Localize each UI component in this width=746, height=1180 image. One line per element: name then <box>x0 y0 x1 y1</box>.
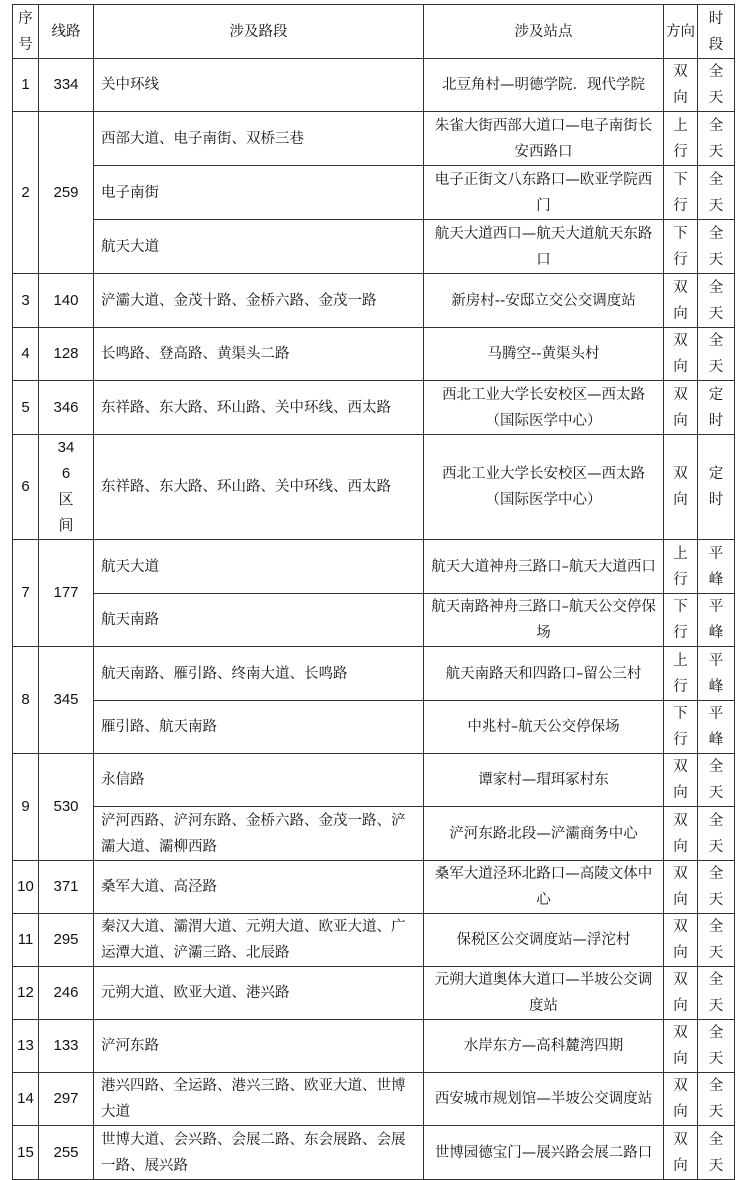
cell-direction: 双向 <box>664 754 698 807</box>
table-row <box>13 381 735 435</box>
cell-time: 全天 <box>698 166 735 220</box>
cell-road: 永信路 <box>94 754 424 807</box>
cell-line: 530 <box>39 754 94 861</box>
cell-seq: 2 <box>13 112 39 274</box>
cell-line: 140 <box>39 274 94 328</box>
header-time: 时段 <box>698 5 735 59</box>
table-row <box>13 701 735 754</box>
cell-direction: 双向 <box>664 1020 698 1073</box>
cell-road: 世博大道、会兴路、会展二路、东会展路、会展一路、展兴路 <box>94 1126 424 1180</box>
table-row <box>13 807 735 861</box>
cell-time: 全天 <box>698 112 735 166</box>
cell-direction: 双向 <box>664 1126 698 1180</box>
cell-seq: 1 <box>13 59 39 112</box>
cell-road: 航天南路 <box>94 594 424 647</box>
cell-time: 全天 <box>698 274 735 328</box>
cell-direction: 双向 <box>664 274 698 328</box>
cell-road: 长鸣路、登高路、黄渠头二路 <box>94 328 424 381</box>
cell-seq: 10 <box>13 861 39 914</box>
table-row <box>13 1126 735 1180</box>
cell-direction: 下行 <box>664 166 698 220</box>
cell-seq: 13 <box>13 1020 39 1073</box>
cell-line: 246 <box>39 967 94 1020</box>
cell-station: 航天大道神舟三路口–航天大道西口 <box>424 540 664 594</box>
table-row <box>13 1020 735 1073</box>
cell-line: 128 <box>39 328 94 381</box>
cell-station: 航天南路神舟三路口–航天公交停保场 <box>424 594 664 647</box>
table-row <box>13 112 735 166</box>
cell-seq: 5 <box>13 381 39 435</box>
cell-time: 全天 <box>698 861 735 914</box>
cell-time: 全天 <box>698 807 735 861</box>
cell-line: 177 <box>39 540 94 647</box>
cell-station: 世博园德宝门—展兴路会展二路口 <box>424 1126 664 1180</box>
cell-seq: 11 <box>13 914 39 967</box>
cell-direction: 上行 <box>664 540 698 594</box>
cell-road: 西部大道、电子南街、双桥三巷 <box>94 112 424 166</box>
table-row <box>13 861 735 914</box>
table-row <box>13 59 735 112</box>
cell-seq: 9 <box>13 754 39 861</box>
cell-road: 秦汉大道、灞渭大道、元朔大道、欧亚大道、广运潭大道、浐灞三路、北辰路 <box>94 914 424 967</box>
cell-line: 371 <box>39 861 94 914</box>
cell-road: 桑军大道、高泾路 <box>94 861 424 914</box>
cell-line: 255 <box>39 1126 94 1180</box>
cell-station: 朱雀大街西部大道口—电子南街长安西路口 <box>424 112 664 166</box>
cell-direction: 双向 <box>664 861 698 914</box>
cell-station: 水岸东方—高科麓湾四期 <box>424 1020 664 1073</box>
cell-station: 桑军大道泾环北路口—高陵文体中心 <box>424 861 664 914</box>
header-station: 涉及站点 <box>424 5 664 59</box>
cell-road: 关中环线 <box>94 59 424 112</box>
header-direction: 方向 <box>664 5 698 59</box>
cell-direction: 双向 <box>664 59 698 112</box>
table-row <box>13 540 735 594</box>
cell-road: 港兴四路、全运路、港兴三路、欧亚大道、世博大道 <box>94 1073 424 1126</box>
table-row <box>13 1073 735 1126</box>
cell-time: 全天 <box>698 914 735 967</box>
cell-station: 电子正街文八东路口—欧亚学院西门 <box>424 166 664 220</box>
header-line: 线路 <box>39 5 94 59</box>
cell-direction: 双向 <box>664 435 698 540</box>
cell-direction: 双向 <box>664 381 698 435</box>
table-row <box>13 220 735 274</box>
cell-station: 保税区公交调度站—浮沱村 <box>424 914 664 967</box>
cell-station: 西北工业大学长安校区—西太路（国际医学中心） <box>424 381 664 435</box>
cell-line: 345 <box>39 647 94 754</box>
cell-time: 定时 <box>698 381 735 435</box>
table-row <box>13 754 735 807</box>
cell-road: 雁引路、航天南路 <box>94 701 424 754</box>
cell-time: 平峰 <box>698 701 735 754</box>
cell-road: 浐河东路 <box>94 1020 424 1073</box>
table-row <box>13 274 735 328</box>
cell-direction: 下行 <box>664 220 698 274</box>
cell-road: 东祥路、东大路、环山路、关中环线、西太路 <box>94 381 424 435</box>
cell-time: 全天 <box>698 220 735 274</box>
header-row <box>13 5 735 59</box>
table-body <box>13 59 735 1180</box>
cell-direction: 下行 <box>664 594 698 647</box>
cell-direction: 上行 <box>664 112 698 166</box>
cell-direction: 下行 <box>664 701 698 754</box>
cell-station: 北豆角村—明德学院．现代学院 <box>424 59 664 112</box>
cell-line: 133 <box>39 1020 94 1073</box>
cell-direction: 上行 <box>664 647 698 701</box>
cell-time: 全天 <box>698 1073 735 1126</box>
cell-time: 定时 <box>698 435 735 540</box>
cell-time: 全天 <box>698 967 735 1020</box>
cell-seq: 3 <box>13 274 39 328</box>
table-row <box>13 594 735 647</box>
cell-seq: 8 <box>13 647 39 754</box>
cell-direction: 双向 <box>664 914 698 967</box>
cell-seq: 12 <box>13 967 39 1020</box>
cell-station: 浐河东路北段—浐灞商务中心 <box>424 807 664 861</box>
cell-road: 东祥路、东大路、环山路、关中环线、西太路 <box>94 435 424 540</box>
table-row <box>13 435 735 540</box>
cell-time: 平峰 <box>698 594 735 647</box>
cell-station: 航天大道西口—航天大道航天东路口 <box>424 220 664 274</box>
cell-station: 西北工业大学长安校区—西太路（国际医学中心） <box>424 435 664 540</box>
cell-station: 航天南路天和四路口–留公三村 <box>424 647 664 701</box>
cell-seq: 4 <box>13 328 39 381</box>
table-row <box>13 647 735 701</box>
cell-line: 334 <box>39 59 94 112</box>
cell-line: 295 <box>39 914 94 967</box>
cell-line: 346区间 <box>39 435 94 540</box>
cell-road: 电子南街 <box>94 166 424 220</box>
cell-time: 全天 <box>698 754 735 807</box>
cell-direction: 双向 <box>664 1073 698 1126</box>
table-row <box>13 914 735 967</box>
cell-station: 新房村--安邸立交公交调度站 <box>424 274 664 328</box>
cell-road: 浐河西路、浐河东路、金桥六路、金茂一路、浐灞大道、灞柳西路 <box>94 807 424 861</box>
cell-time: 全天 <box>698 59 735 112</box>
cell-time: 全天 <box>698 328 735 381</box>
cell-station: 谭家村—瑁珥冢村东 <box>424 754 664 807</box>
cell-road: 航天南路、雁引路、终南大道、长鸣路 <box>94 647 424 701</box>
cell-seq: 15 <box>13 1126 39 1180</box>
cell-line: 259 <box>39 112 94 274</box>
bus-route-table <box>12 4 735 1180</box>
cell-time: 平峰 <box>698 540 735 594</box>
header-road: 涉及路段 <box>94 5 424 59</box>
cell-time: 全天 <box>698 1020 735 1073</box>
cell-seq: 6 <box>13 435 39 540</box>
cell-time: 全天 <box>698 1126 735 1180</box>
cell-line: 297 <box>39 1073 94 1126</box>
cell-station: 西安城市规划馆—半坡公交调度站 <box>424 1073 664 1126</box>
cell-road: 航天大道 <box>94 540 424 594</box>
cell-station: 元朔大道奥体大道口—半坡公交调度站 <box>424 967 664 1020</box>
cell-seq: 7 <box>13 540 39 647</box>
cell-road: 元朔大道、欧亚大道、港兴路 <box>94 967 424 1020</box>
cell-time: 平峰 <box>698 647 735 701</box>
cell-direction: 双向 <box>664 328 698 381</box>
table-row <box>13 328 735 381</box>
cell-seq: 14 <box>13 1073 39 1126</box>
cell-direction: 双向 <box>664 807 698 861</box>
cell-road: 浐灞大道、金茂十路、金桥六路、金茂一路 <box>94 274 424 328</box>
cell-line: 346 <box>39 381 94 435</box>
table-row <box>13 166 735 220</box>
cell-station: 马腾空--黄渠头村 <box>424 328 664 381</box>
table-row <box>13 967 735 1020</box>
cell-direction: 双向 <box>664 967 698 1020</box>
cell-station: 中兆村–航天公交停保场 <box>424 701 664 754</box>
cell-road: 航天大道 <box>94 220 424 274</box>
header-seq: 序号 <box>13 5 39 59</box>
